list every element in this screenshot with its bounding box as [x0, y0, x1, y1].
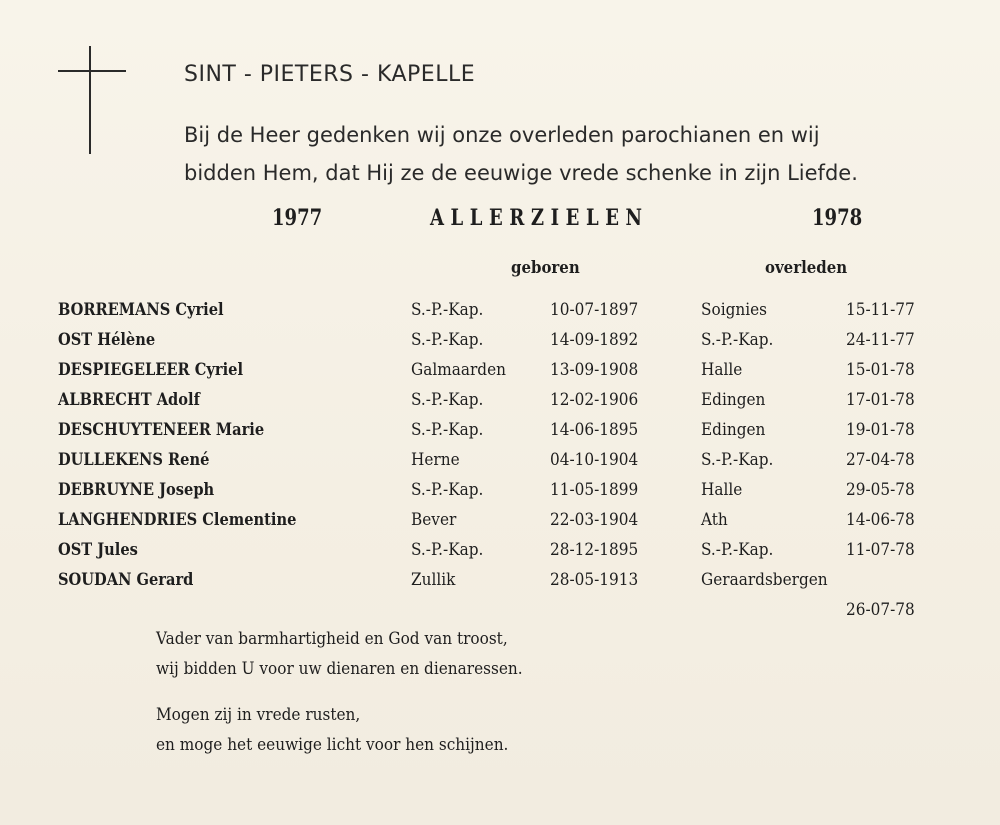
deceased-name: LANGHENDRIES Clementine — [58, 510, 297, 530]
list-item — [0, 356, 1000, 386]
death-date: 27-04-78 — [846, 450, 915, 470]
parish-name: SINT - PIETERS - KAPELLE — [184, 62, 476, 87]
list-item — [0, 536, 1000, 566]
deceased-name: DEBRUYNE Joseph — [58, 480, 215, 500]
death-place: Halle — [701, 480, 743, 500]
prayer-line-2: wij bidden U voor uw dienaren en dienaressen. — [156, 659, 523, 679]
birth-place: S.-P.-Kap. — [411, 330, 484, 350]
death-date: 15-11-77 — [846, 300, 915, 320]
death-place: Edingen — [701, 420, 766, 440]
deceased-list — [0, 296, 1000, 596]
birth-place: Galmaarden — [411, 360, 507, 380]
birth-date: 14-09-1892 — [550, 330, 639, 350]
deceased-name: DULLEKENS René — [58, 450, 210, 470]
death-place: S.-P.-Kap. — [701, 540, 774, 560]
birth-date: 14-06-1895 — [550, 420, 639, 440]
death-place: Geraardsbergen — [701, 570, 828, 590]
death-date: 29-05-78 — [846, 480, 915, 500]
birth-place: S.-P.-Kap. — [411, 300, 484, 320]
death-date: 15-01-78 — [846, 360, 915, 380]
death-date: 19-01-78 — [846, 420, 915, 440]
birth-place: S.-P.-Kap. — [411, 390, 484, 410]
death-place: Edingen — [701, 390, 766, 410]
birth-date: 12-02-1906 — [550, 390, 639, 410]
list-item — [0, 566, 1000, 596]
prayer-stanza-2 — [156, 700, 508, 760]
prayer-line-4: en moge het eeuwige licht voor hen schijnen. — [156, 735, 509, 755]
column-header-died: overleden — [765, 258, 848, 278]
prayer-line-3: Mogen zij in vrede rusten, — [156, 705, 361, 725]
birth-place: S.-P.-Kap. — [411, 540, 484, 560]
death-place: Soignies — [701, 300, 768, 320]
intro-text — [184, 116, 944, 192]
list-item — [0, 416, 1000, 446]
list-item — [0, 506, 1000, 536]
death-place: S.-P.-Kap. — [701, 450, 774, 470]
death-place: Halle — [701, 360, 743, 380]
death-place: Ath — [701, 510, 728, 530]
birth-date: 28-05-1913 — [550, 570, 639, 590]
deceased-name: OST Hélène — [58, 330, 156, 350]
birth-date: 04-10-1904 — [550, 450, 639, 470]
death-place: S.-P.-Kap. — [701, 330, 774, 350]
year-end: 1978 — [812, 205, 863, 231]
intro-line-2: bidden Hem, dat Hij ze de eeuwige vrede schenke in zijn Liefde. — [184, 161, 858, 185]
birth-place: Bever — [411, 510, 457, 530]
death-date: 11-07-78 — [846, 540, 915, 560]
deceased-name: DESPIEGELEER Cyriel — [58, 360, 244, 380]
birth-place: Zullik — [411, 570, 456, 590]
list-item — [0, 446, 1000, 476]
headline: ALLERZIELEN — [430, 205, 649, 231]
list-item — [0, 296, 1000, 326]
list-item — [0, 386, 1000, 416]
birth-place: Herne — [411, 450, 460, 470]
death-date: 14-06-78 — [846, 510, 915, 530]
year-start: 1977 — [272, 205, 323, 231]
birth-place: S.-P.-Kap. — [411, 420, 484, 440]
birth-date: 28-12-1895 — [550, 540, 639, 560]
cross-icon — [58, 46, 126, 156]
list-item — [0, 476, 1000, 506]
deceased-name: ALBRECHT Adolf — [58, 390, 200, 410]
deceased-name: SOUDAN Gerard — [58, 570, 194, 590]
column-header-born: geboren — [511, 258, 580, 278]
deceased-name: OST Jules — [58, 540, 138, 560]
intro-line-1: Bij de Heer gedenken wij onze overleden parochianen en wij — [184, 123, 820, 147]
birth-date: 22-03-1904 — [550, 510, 639, 530]
list-item — [0, 326, 1000, 356]
prayer-line-1: Vader van barmhartigheid en God van troost, — [156, 629, 508, 649]
death-date: 17-01-78 — [846, 390, 915, 410]
birth-place: S.-P.-Kap. — [411, 480, 484, 500]
birth-date: 13-09-1908 — [550, 360, 639, 380]
death-date: 24-11-77 — [846, 330, 915, 350]
birth-date: 10-07-1897 — [550, 300, 639, 320]
deceased-name: DESCHUYTENEER Marie — [58, 420, 265, 440]
prayer-stanza-1 — [156, 624, 523, 684]
deceased-name: BORREMANS Cyriel — [58, 300, 224, 320]
death-date: 26-07-78 — [846, 600, 915, 620]
birth-date: 11-05-1899 — [550, 480, 639, 500]
